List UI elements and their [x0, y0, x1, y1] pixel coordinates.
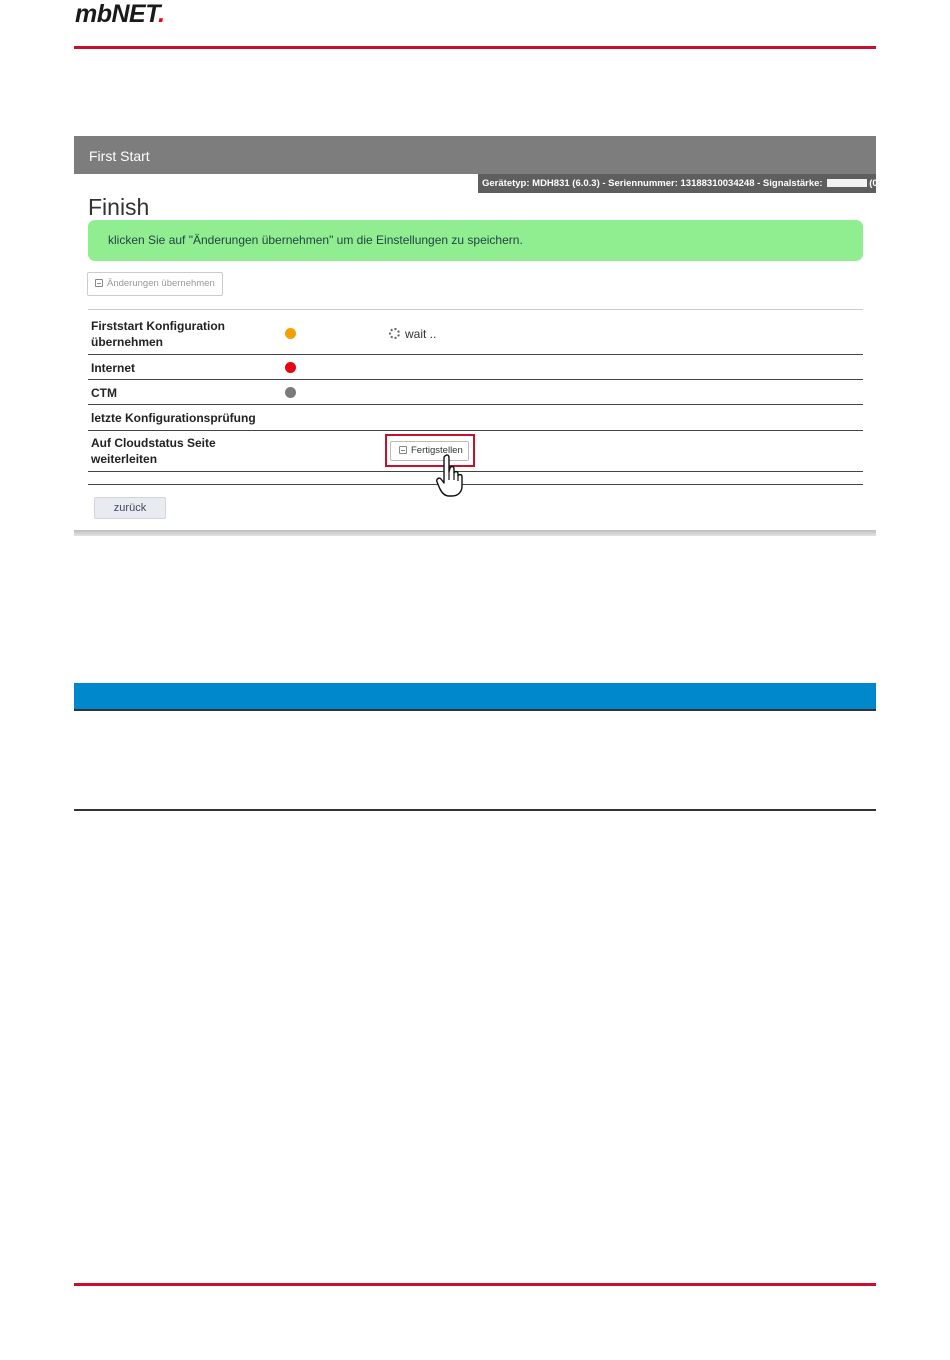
header-divider	[74, 46, 876, 49]
row-label-firststart: Firststart Konfiguration übernehmen	[91, 319, 225, 349]
table-divider	[88, 309, 863, 310]
back-button[interactable]: zurück	[94, 497, 166, 519]
device-info-bar	[478, 174, 881, 193]
panel-title-bar	[74, 136, 876, 174]
section-header-bar	[74, 683, 876, 709]
row-label-internet: Internet	[91, 361, 136, 375]
table-divider	[88, 404, 863, 405]
row-label-cloudstatus: Auf Cloudstatus Seite weiterleiten	[91, 436, 216, 466]
panel-bottom-edge	[74, 530, 876, 536]
table-divider	[88, 354, 863, 355]
info-message: klicken Sie auf "Änderungen übernehmen" um die Einstellungen zu speichern.	[88, 220, 863, 261]
row-label-ctm: CTM	[91, 386, 117, 400]
status-indicator-inactive	[285, 387, 296, 398]
status-text: wait ..	[405, 327, 437, 341]
mbnet-logo: mbNET.	[75, 0, 165, 28]
save-icon	[399, 446, 407, 454]
panel-title: First Start	[89, 148, 150, 164]
row-label-config-check: letzte Konfigurationsprüfung	[91, 411, 256, 425]
status-indicator-error	[285, 362, 296, 373]
signal-strength-bar	[827, 179, 867, 187]
footer-divider	[74, 1283, 876, 1286]
finish-label: Fertigstellen	[411, 445, 463, 456]
table-divider	[88, 379, 863, 380]
table-divider	[88, 430, 863, 431]
first-start-panel	[74, 136, 881, 536]
apply-changes-button[interactable]	[87, 272, 223, 296]
section-divider	[74, 709, 876, 711]
section-divider	[74, 809, 876, 811]
page-title: Finish	[88, 194, 150, 220]
device-info-text: Gerätetyp: MDH831 (6.0.3) - Seriennummer: 13188310034248 - Signalstärke:	[482, 178, 823, 189]
status-indicator-pending	[285, 328, 296, 339]
save-icon	[95, 279, 103, 287]
table-divider	[88, 471, 863, 472]
apply-changes-label: Änderungen übernehmen	[107, 278, 215, 289]
table-divider	[88, 484, 863, 485]
hand-pointer-icon	[436, 454, 470, 498]
signal-value: (0)	[869, 178, 881, 189]
spinner-icon	[389, 328, 400, 339]
